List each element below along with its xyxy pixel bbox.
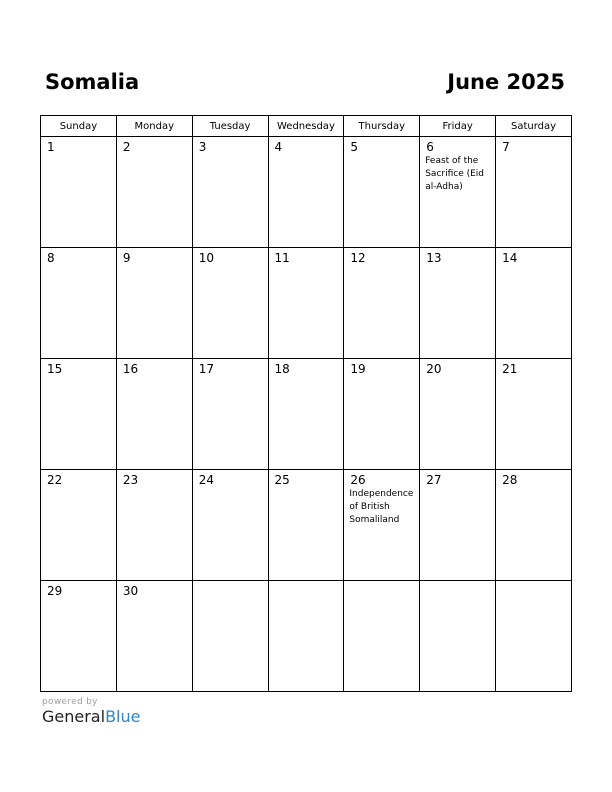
day-cell — [268, 470, 344, 581]
day-number: 17 — [198, 362, 214, 376]
day-cell — [192, 359, 268, 470]
event-label — [269, 376, 344, 377]
day-number: 11 — [274, 251, 290, 265]
day-cell — [420, 359, 496, 470]
event-label — [496, 584, 571, 585]
event-label — [269, 154, 344, 155]
day-number: 28 — [502, 473, 518, 487]
weekday-tuesday: Tuesday — [192, 116, 268, 137]
day-cell — [41, 470, 117, 581]
day-cell — [344, 581, 420, 692]
day-cell — [41, 359, 117, 470]
day-cell — [420, 470, 496, 581]
event-label — [344, 584, 419, 585]
day-cell — [496, 359, 572, 470]
day-cell — [116, 137, 192, 248]
week-row — [41, 359, 572, 470]
event-label — [193, 376, 268, 377]
day-cell — [268, 581, 344, 692]
day-number: 14 — [502, 251, 518, 265]
weekday-monday: Monday — [116, 116, 192, 137]
day-cell — [116, 248, 192, 359]
day-cell — [420, 137, 496, 248]
event-label — [496, 487, 571, 488]
event-label — [117, 376, 192, 377]
day-number: 18 — [274, 362, 290, 376]
day-number: 3 — [198, 140, 207, 154]
day-number: 9 — [122, 251, 131, 265]
day-cell — [192, 248, 268, 359]
day-number: 29 — [47, 584, 63, 598]
day-cell — [116, 470, 192, 581]
event-label — [420, 487, 495, 488]
day-number: 23 — [122, 473, 139, 487]
event-label — [420, 376, 495, 377]
day-cell — [192, 581, 268, 692]
day-cell — [344, 470, 420, 581]
country-title: Somalia — [45, 70, 140, 94]
day-cell — [41, 248, 117, 359]
event-label — [269, 487, 344, 488]
day-cell — [268, 248, 344, 359]
day-cell — [496, 248, 572, 359]
day-cell — [116, 581, 192, 692]
event-label — [420, 584, 495, 585]
event-label — [420, 265, 495, 266]
event-label — [193, 487, 268, 488]
day-number: 25 — [274, 473, 290, 487]
day-cell — [116, 359, 192, 470]
day-cell — [344, 248, 420, 359]
weekday-sunday: Sunday — [41, 116, 117, 137]
month-title: June 2025 — [447, 70, 565, 94]
weekday-saturday: Saturday — [496, 116, 572, 137]
event-label — [193, 584, 268, 585]
day-number: 13 — [426, 251, 442, 265]
event-label — [117, 487, 192, 488]
day-cell — [420, 248, 496, 359]
day-cell — [496, 581, 572, 692]
calendar-grid — [40, 115, 572, 692]
day-cell — [41, 137, 117, 248]
day-cell — [41, 581, 117, 692]
event-label — [344, 154, 419, 155]
event-label — [496, 154, 571, 155]
event-label — [344, 376, 419, 377]
day-number: 1 — [47, 140, 55, 154]
week-row — [41, 248, 572, 359]
week-row — [41, 581, 572, 692]
day-number: 6 — [426, 140, 434, 154]
brand-name-part1: General — [42, 707, 106, 726]
day-number: 7 — [502, 140, 510, 154]
day-cell — [268, 359, 344, 470]
weekday-thursday: Thursday — [344, 116, 420, 137]
generalblue-logo[interactable] — [42, 708, 140, 726]
powered-by-label: powered by — [42, 697, 98, 707]
weekday-wednesday: Wednesday — [268, 116, 344, 137]
day-cell — [192, 470, 268, 581]
day-cell — [496, 470, 572, 581]
week-row — [41, 137, 572, 248]
event-label — [193, 154, 268, 155]
event-label — [269, 584, 344, 585]
day-number: 2 — [122, 140, 131, 154]
day-cell — [344, 137, 420, 248]
day-cell — [420, 581, 496, 692]
event-label — [117, 265, 192, 266]
event-label — [41, 154, 116, 155]
weekday-header-row — [41, 116, 572, 137]
event-label — [41, 376, 116, 377]
event-label — [117, 154, 192, 155]
day-number: 24 — [198, 473, 214, 487]
event-label — [41, 487, 116, 488]
event-label — [117, 598, 192, 599]
weekday-friday: Friday — [420, 116, 496, 137]
week-row — [41, 470, 572, 581]
brand-name-part2: Blue — [105, 707, 141, 726]
day-cell — [192, 137, 268, 248]
event-label — [41, 598, 116, 599]
day-number: 12 — [350, 251, 366, 265]
event-label — [344, 265, 419, 266]
day-number: 15 — [47, 362, 63, 376]
day-cell — [344, 359, 420, 470]
event-label — [41, 265, 116, 266]
event-label — [496, 376, 571, 377]
event-label — [496, 265, 571, 266]
footer-branding — [42, 697, 140, 726]
event-label — [193, 265, 268, 266]
event-label: Independence of British Somaliland — [349, 489, 414, 525]
day-number: 20 — [426, 362, 442, 376]
day-number: 22 — [47, 473, 63, 487]
day-cell — [496, 137, 572, 248]
day-number: 30 — [122, 584, 139, 598]
day-number: 21 — [502, 362, 518, 376]
day-number: 19 — [350, 362, 366, 376]
day-cell — [268, 137, 344, 248]
day-number: 10 — [198, 251, 214, 265]
day-number: 16 — [122, 362, 139, 376]
day-number: 26 — [350, 473, 366, 487]
day-number: 5 — [350, 140, 359, 154]
day-number: 4 — [274, 140, 283, 154]
event-label — [269, 265, 344, 266]
day-number: 8 — [47, 251, 55, 265]
day-number: 27 — [426, 473, 442, 487]
event-label: Feast of the Sacrifice (Eid al-Adha) — [425, 156, 485, 192]
